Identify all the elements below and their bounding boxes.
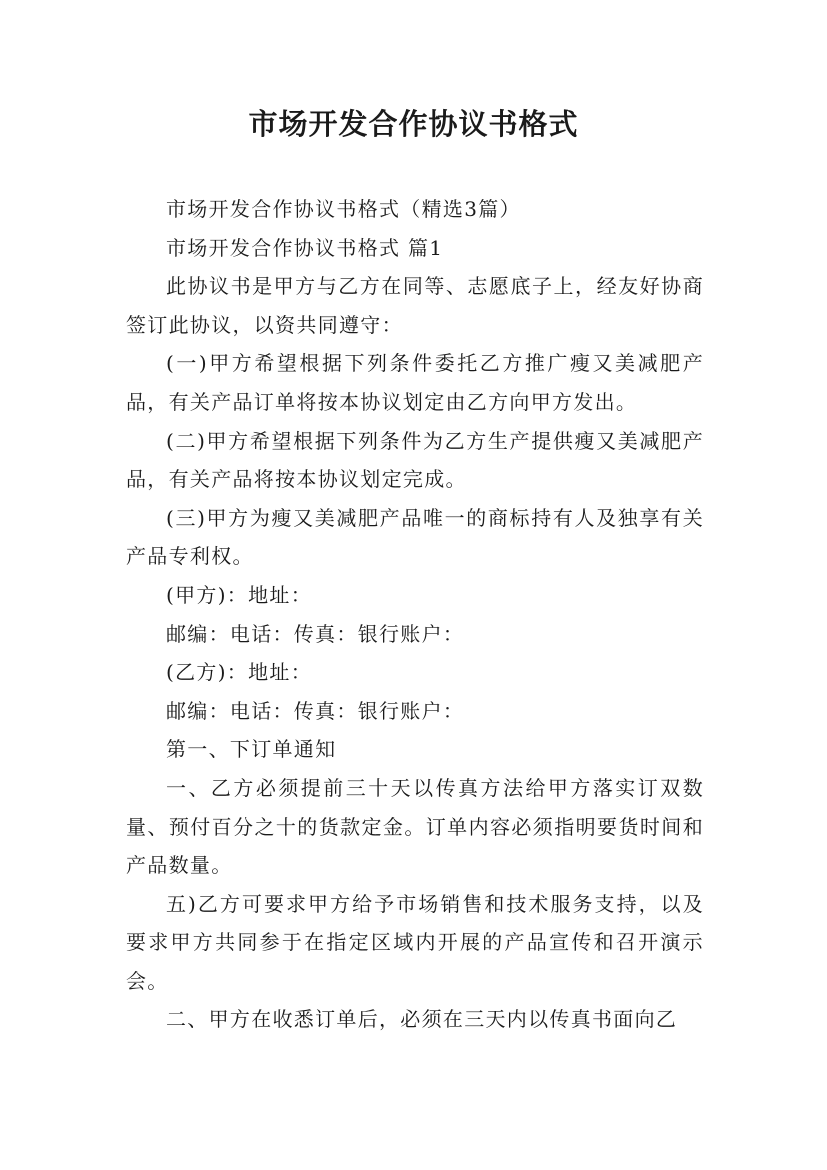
party-b-address: (乙方)：地址： <box>166 660 313 685</box>
party-b-contact: 邮编：电话：传真：银行账户： <box>166 698 465 723</box>
article-1-item-2: 二、甲方在收悉订单后，必须在三天内以传真书面向乙 <box>166 1007 678 1032</box>
paragraph-clause-3: (三)甲方为瘦又美减肥产品唯一的商标持有人及独享有关产品专利权。 <box>126 505 704 569</box>
paragraph-section-heading: 市场开发合作协议书格式 篇1 <box>166 235 444 260</box>
party-a-address: (甲方)：地址： <box>166 582 313 607</box>
article-1-item-5: 五)乙方可要求甲方给予市场销售和技术服务支持，以及要求甲方共同参于在指定区域内开展的产品宣传和召开演示会。 <box>126 891 704 993</box>
paragraph-clause-2: (二)甲方希望根据下列条件为乙方生产提供瘦又美减肥产品，有关产品将按本协议划定完成。 <box>126 428 704 492</box>
document-title: 市场开发合作协议书格式 <box>248 107 579 141</box>
paragraph-intro: 此协议书是甲方与乙方在同等、志愿底子上，经友好协商签订此协议，以资共同遵守： <box>126 274 704 337</box>
document-body <box>126 190 704 1039</box>
article-1-item-1: 一、乙方必须提前三十天以传真方法给甲方落实订双数量、预付百分之十的货款定金。订单内容必须指明要货时间和产品数量。 <box>126 775 704 878</box>
paragraph-clause-1: (一)甲方希望根据下列条件委托乙方推广瘦又美减肥产品，有关产品订单将按本协议划定由乙方向甲方发出。 <box>126 351 704 414</box>
party-a-contact: 邮编：电话：传真：银行账户： <box>166 621 465 646</box>
article-1-heading: 第一、下订单通知 <box>166 737 337 762</box>
paragraph-subtitle: 市场开发合作协议书格式（精选3篇） <box>166 197 521 221</box>
